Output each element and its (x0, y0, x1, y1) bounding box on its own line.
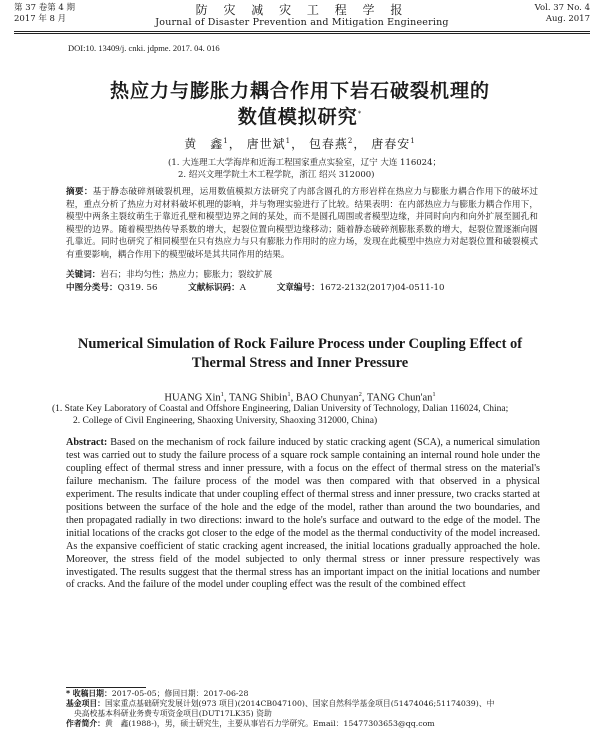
author-en: BAO Chunyan (295, 392, 359, 404)
title-cn-line2: 数值模拟研究 (237, 106, 358, 128)
affiliation-en-1: (1. State Key Laboratory of Coastal and Offshore Engineering, Dalian University of Technology, Dalian 116024, China; (52, 404, 509, 414)
journal-name-cn: 防 灾 减 灾 工 程 学 报 (195, 3, 409, 17)
title-en-line1: Numerical Simulation of Rock Failure Process under Coupling Effect of (77, 336, 523, 352)
author-cn-sup: 1 (285, 137, 292, 145)
footnotes (66, 689, 566, 729)
author-en-sup: 1 (432, 391, 436, 398)
footnote-rule (66, 687, 146, 688)
footnote-funding-cont (66, 709, 566, 719)
footnote-text: 央高校基本科研业务费专项资金项目(DUT17LK35) 资助 (74, 709, 272, 718)
header-center (14, 3, 590, 29)
author-cn: 包春燕 (308, 137, 348, 151)
doc-code-label: 文献标识码： (188, 283, 240, 293)
title-footnote-mark: * (357, 109, 363, 118)
classification-line (66, 281, 472, 293)
title-cn-line2-wrap (0, 102, 600, 129)
article-no (277, 283, 459, 293)
doc-code-value: A (239, 283, 246, 293)
keywords-cn (66, 268, 272, 280)
author-en-sup: 1 (220, 391, 224, 398)
footnote-author-bio (66, 719, 566, 729)
author-en: HUANG Xin (164, 392, 221, 404)
clc-label: 中图分类号： (66, 283, 118, 293)
volume-en: Vol. 37 No. 4 (534, 3, 590, 13)
issue-date-en: Aug. 2017 (545, 14, 590, 24)
issue-date-cn: 2017 年 8 月 (14, 14, 67, 24)
authors-en: HUANG Xin$^1$, TANG Shibin$^1$, BAO Chunyan$^2$, TANG $Chun'an^1$ (164, 391, 436, 404)
title-en-line2: Thermal Stress and Inner Pressure (191, 355, 409, 371)
abstract-en-label: Abstract: (66, 437, 108, 448)
author-cn-sup: 2 (347, 137, 354, 145)
author-en-sup: 1 (287, 391, 291, 398)
abstract-cn (66, 186, 538, 262)
author-en: TANG Chun'an (366, 392, 433, 404)
journal-name-en: Journal of Disaster Prevention and Mitigation Engineering (155, 17, 449, 28)
article-no-value: 1672-2132(2017)04-0511-10 (319, 283, 445, 293)
clc-value: Q319. 56 (117, 283, 158, 293)
footnote-text: 2017-05-05；修回日期：2017-06-28 (111, 689, 249, 698)
affiliation-en-2: 2. College of Civil Engineering, Shaoxing University, Shaoxing 312000, China) (73, 416, 378, 426)
abstract-en-text: Based on the mechanism of rock failure induced by static cracking agent (SCA), a numerical simulation test was carried out to study the failure process of a square rock sample containing an internal round hole under the coupling effect of thermal stress and inner pressure, with a focus on the effect of thermal stress on the material's failure mechanism. The failure process of the model was then compared with that observed in a physical experiment. The results indicate that under coupling effect of thermal stress and inner pressure, two cracks started at positions between the surface of the hole and the edge of the model, rather than around the two boundaries, and then propagated radially in two directions: inward to the hole's surface and outward to the edge of the model. The initial locations of the cracks got closer to the edge of the model as the thermal conductivity of the model increased. As the expansive coefficient of static cracking agent increased, the initial locations gradually approached the hole. Moreover, the stress field of the model subjected to only thermal stress or inner pressure respectively was investigated. The results suggest that the thermal stress has an important impact on the initial locations and number of cracks. And the failure of the model under coupling effect was the result of the combined effect (66, 437, 541, 591)
author-cn: 黄 鑫 (184, 137, 224, 151)
footnote-funding (66, 699, 566, 709)
authors-cn: 黄 鑫$^1$， 唐世斌$^1$， 包春燕$^2$， 唐春安$^1$ (184, 137, 416, 151)
footnote-label: 基金项目： (66, 699, 105, 708)
footnote-label: * 收稿日期： (66, 689, 112, 698)
abstract-cn-text: 基于静态破碎剂破裂机理，运用数值模拟方法研究了内部含圆孔的方形岩样在热应力与膨胀力耦合作用下的破坏过程，重点分析了热应力对材料破坏机理的影响，并与物理实验进行了比较。结果表明：在内部热应力与膨胀力耦合作用下，模型中两条主裂纹萌生于靠近孔壁和模型边界之间的某处，而不是圆孔周围或者模型边缘，并同时向内和向外扩展至圆孔和模型的边界。随着模型热传导系数的增大，起裂位置向模型边缘移动；随着静态破碎剂膨胀系数的增大，起裂位置逐渐向圆孔靠近。同时也研究了相同模型在只有热应力与只有膨胀力作用时的应力场，发现在此模型中热应力对起裂位置和破裂模式有重要影响，耦合作用下的模型破坏是其共同作用的结果。 (66, 187, 538, 260)
header-rule-top (14, 31, 590, 32)
keywords-cn-label: 关键词： (66, 270, 101, 280)
footnote-label: 作者简介： (66, 719, 105, 728)
abstract-cn-label: 摘要： (66, 187, 93, 197)
footnote-text: 黄 鑫(1988-)，男，硕士研究生，主要从事岩石力学研究。Email：15477303653@qq.com (104, 719, 435, 728)
doi: DOI:10. 13409/j. cnki. jdpme. 2017. 04. 016 (68, 43, 220, 53)
footnote-received (66, 689, 566, 699)
header-right (535, 3, 590, 25)
doc-code (188, 283, 260, 293)
author-cn: 唐春安 (371, 137, 411, 151)
header-rule-bottom (14, 33, 590, 34)
article-no-label: 文章编号： (276, 283, 320, 293)
author-cn-sup: 1 (410, 137, 416, 145)
author-cn: 唐世斌 (246, 137, 286, 151)
keywords-cn-text: 岩石；非均匀性；热应力；膨胀力；裂纹扩展 (100, 270, 273, 280)
author-en-sup: 2 (358, 391, 362, 398)
journal-header (14, 3, 590, 31)
abstract-en (66, 437, 540, 592)
title-cn-line1: 热应力与膨胀力耦合作用下岩石破裂机理的 (109, 80, 490, 102)
volume-issue: 第 37 卷第 4 期 (14, 3, 76, 13)
author-en: TANG Shibin (228, 392, 288, 404)
author-cn-sup: 1 (223, 137, 229, 145)
footnote-text: 国家重点基础研究发展计划(973 项目)(2014CB047100)、国家自然科学基金项目(51474046;51174039)、中 (104, 699, 495, 708)
affiliation-cn-2: 2. 绍兴文理学院土木工程学院，浙江 绍兴 312000) (178, 170, 375, 180)
clc (66, 283, 171, 293)
affiliation-cn-1: (1. 大连理工大学海岸和近海工程国家重点实验室，辽宁 大连 116024； (168, 158, 441, 168)
